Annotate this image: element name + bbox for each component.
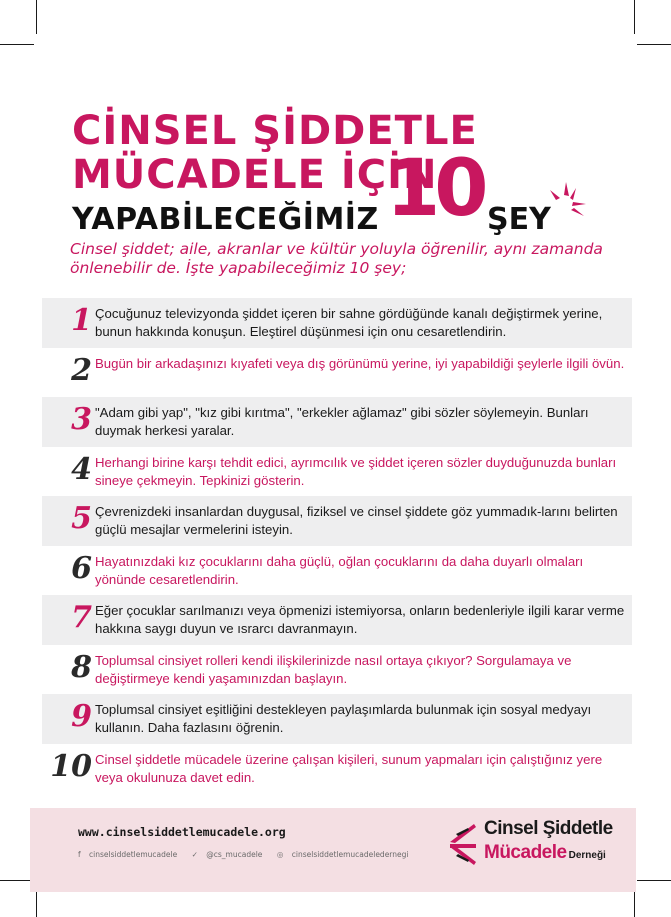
item-text: Cinsel şiddetle mücadele üzerine çalışan kişileri, sunum yapmaları için çalıştığınız yere veya okulunuza davet edin.: [95, 751, 603, 785]
title-number: 10: [386, 144, 483, 234]
item-text: "Adam gibi yap", "kız gibi kırıtma", "erkekler ağlamaz" gibi sözler söylemeyin. Bunları duymak herkesi yaralar.: [95, 405, 589, 438]
twitter-link[interactable]: [192, 850, 269, 859]
list-item: [42, 595, 632, 645]
item-text: Bugün bir arkadaşınızı kıyafeti veya dış görünümü yerine, iyi yapabildiği şeylerle ilgili övün.: [95, 355, 625, 371]
footer: [30, 808, 636, 892]
item-text: Çocuğunuz televizyonda şiddet içeren bir sahne gördüğünde kanalı değiştirmek yerine, bunun hakkında konuşun. Eleştirel düşünmesi için onu cesaretlendirin.: [95, 306, 603, 339]
crop-mark: [0, 44, 34, 45]
subtitle: Cinsel şiddet; aile, akranlar ve kültür yoluyla öğrenilir, aynı zamanda önlenebilir de. İşte yapabileceğimiz 10 şey;: [70, 240, 603, 277]
burst-icon: [546, 180, 590, 224]
item-number: 3: [71, 402, 92, 437]
list-item: [42, 744, 632, 794]
item-text: Eğer çocuklar sarılmanızı veya öpmenizi istemiyorsa, onların bedenleriyle ilgili karar verme hakkına saygı duyun ve ısrarcı davranmayın.: [95, 603, 625, 636]
facebook-icon: f: [78, 850, 84, 859]
item-number: 4: [71, 451, 92, 487]
list-item: [42, 546, 632, 596]
crop-mark: [637, 44, 671, 45]
item-number: 2: [71, 352, 92, 388]
crop-mark: [637, 880, 671, 881]
list-item: [42, 348, 632, 398]
logo-line-2: [484, 842, 606, 864]
list-item: [42, 397, 632, 447]
instagram-link[interactable]: [277, 850, 415, 859]
item-number: 5: [71, 501, 92, 536]
item-text: Toplumsal cinsiyet eşitliğini destekleyen paylaşımlarda bulunmak için sosyal medyayı kullanın. Daha fazlasını öğrenin.: [95, 702, 592, 735]
title-line-2: MÜCADELE İÇİN: [72, 152, 438, 198]
twitter-handle: @cs_mucadele: [206, 850, 263, 859]
facebook-link[interactable]: [78, 850, 183, 859]
title-last-word: ŞEY: [487, 202, 551, 237]
item-number: 1: [71, 303, 92, 338]
facebook-handle: cinselsiddetlemucadele: [89, 850, 178, 859]
list-item: [42, 447, 632, 497]
instagram-icon: ◎: [276, 850, 286, 859]
title-line-1: CİNSEL ŞİDDETLE: [72, 108, 478, 154]
social-links: [78, 850, 420, 859]
crop-mark: [0, 880, 34, 881]
logo-mucadele: Mücadele: [484, 842, 567, 863]
list-item: [42, 496, 632, 546]
list-item: [42, 298, 632, 348]
logo-dernegi: Derneği: [568, 850, 606, 861]
list-item: [42, 645, 632, 695]
logo-line-1: Cinsel Şiddetle: [484, 818, 613, 839]
title-line-3: YAPABİLECEĞİMİZ: [72, 202, 379, 237]
item-number: 8: [71, 649, 92, 685]
organization-logo: [446, 818, 616, 874]
website-link[interactable]: www.cinselsiddetlemucadele.org: [78, 825, 286, 839]
tips-list: [42, 298, 632, 793]
crop-mark: [36, 0, 37, 34]
item-number: 6: [71, 550, 92, 586]
item-text: Hayatınızdaki kız çocuklarını daha güçlü, oğlan çocuklarını da daha duyarlı olmaları yönünde cesaretlendirin.: [95, 553, 584, 587]
twitter-icon: ✓: [191, 850, 201, 859]
crop-mark: [634, 0, 635, 34]
logo-mark-icon: [446, 820, 480, 870]
item-number: 10: [50, 748, 92, 784]
item-number: 9: [71, 699, 92, 734]
item-number: 7: [71, 600, 92, 635]
item-text: Toplumsal cinsiyet rolleri kendi ilişkilerinizde nasıl ortaya çıkıyor? Sorgulamaya ve değiştirmeye kendi yaşamınızdan başlayın.: [95, 652, 572, 686]
list-item: [42, 694, 632, 744]
instagram-handle: cinselsiddetlemucadeledernegi: [291, 850, 409, 859]
item-text: Çevrenizdeki insanlardan duygusal, fiziksel ve cinsel şiddete göz yummadık-larını belirten güçlü mesajlar vermelerini isteyin.: [95, 504, 618, 537]
item-text: Herhangi birine karşı tehdit edici, ayrımcılık ve şiddet içeren sözler duyduğunuzda bunları sineye çekmeyin. Tepkinizi gösterin.: [95, 454, 617, 488]
